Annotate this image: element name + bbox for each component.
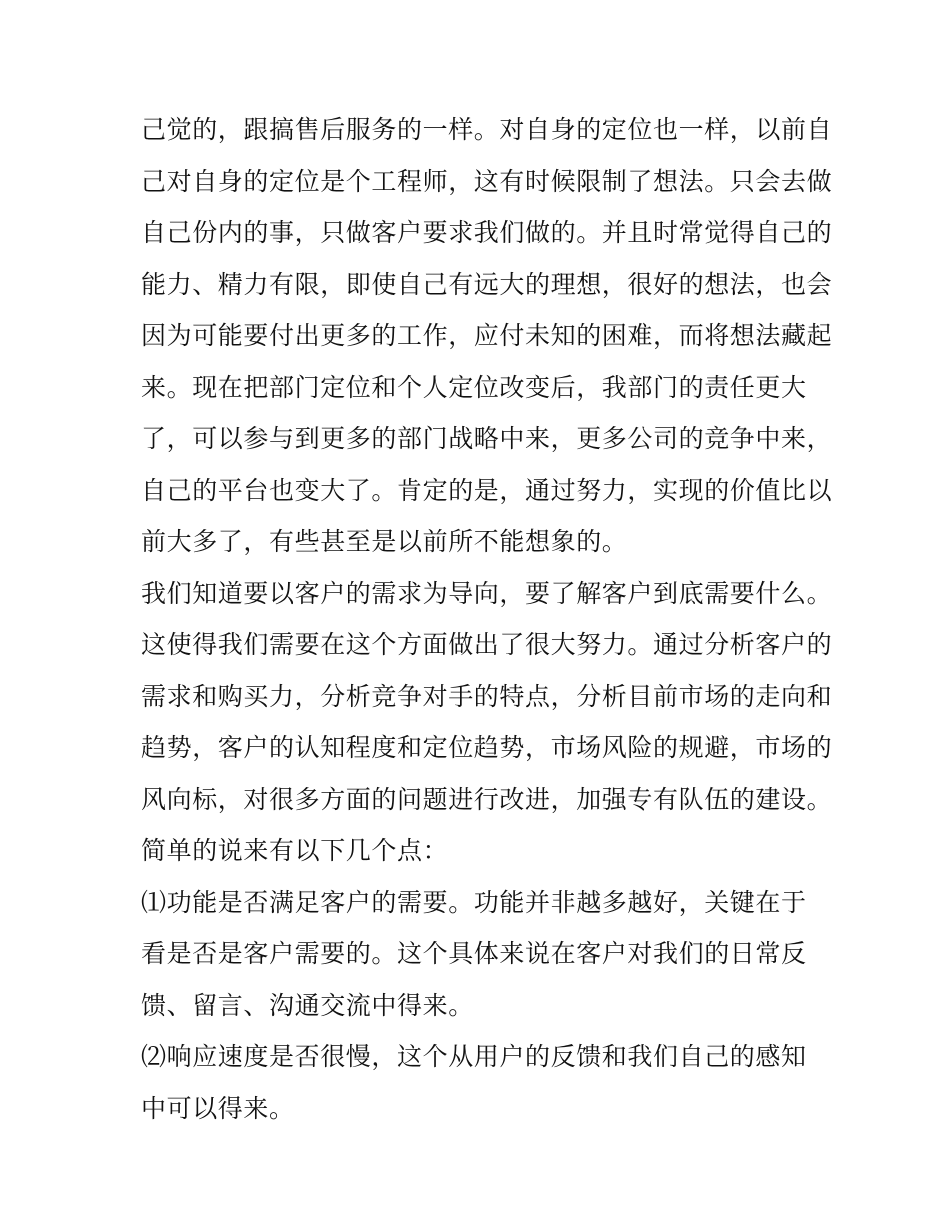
- list-item-1-line: ⑴功能是否满足客户的需要。功能并非越多越好，关键在于: [141, 887, 807, 917]
- text-line: 己觉的，跟搞售后服务的一样。对自身的定位也一样，以前自: [141, 115, 833, 144]
- text-line: 了，可以参与到更多的部门战略中来，更多公司的竞争中来，: [141, 424, 833, 453]
- text-line: 因为可能要付出更多的工作，应付未知的困难，而将想法藏起: [141, 321, 833, 350]
- text-line: 前大多了，有些甚至是以前所不能想象的。: [141, 527, 628, 556]
- text-line: 趋势，客户的认知程度和定位趋势，市场风险的规避，市场的: [141, 733, 833, 762]
- text-line: 能力、精力有限，即使自己有远大的理想，很好的想法，也会: [141, 269, 833, 299]
- text-line: 这使得我们需要在这个方面做出了很大努力。通过分析客户的: [141, 630, 833, 659]
- text-line: 我们知道要以客户的需求为导向，要了解客户到底需要什么。: [141, 578, 833, 608]
- list-item-2-line: 中可以得来。: [141, 1093, 295, 1123]
- list-item-1-line: 看是否是客户需要的。这个具体来说在客户对我们的日常反: [141, 939, 807, 968]
- text-line: 需求和购买力，分析竞争对手的特点，分析目前市场的走向和: [141, 681, 833, 711]
- text-line: 自己的平台也变大了。肯定的是，通过努力，实现的价值比以: [141, 475, 833, 505]
- list-item-2-line: ⑵响应速度是否很慢，这个从用户的反馈和我们自己的感知: [141, 1042, 807, 1071]
- text-line: 来。现在把部门定位和个人定位改变后，我部门的责任更大: [141, 372, 807, 402]
- list-item-1-line: 馈、留言、沟通交流中得来。: [141, 990, 474, 1020]
- text-line: 己对自身的定位是个工程师，这有时候限制了想法。只会去做: [141, 166, 833, 196]
- text-line: 风向标，对很多方面的问题进行改进，加强专有队伍的建设。: [141, 784, 833, 814]
- body-text: [141, 104, 833, 1134]
- text-line: 简单的说来有以下几个点：: [141, 836, 449, 865]
- text-line: 自己份内的事，只做客户要求我们做的。并且时常觉得自己的: [141, 218, 833, 247]
